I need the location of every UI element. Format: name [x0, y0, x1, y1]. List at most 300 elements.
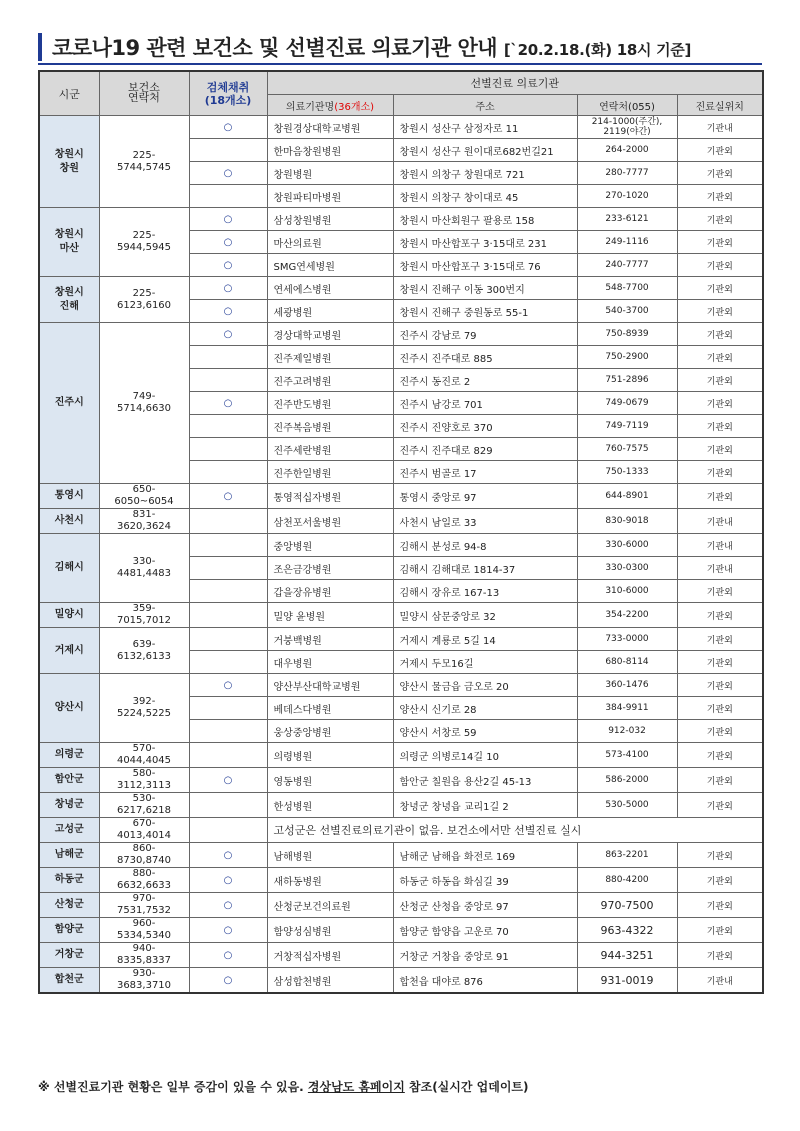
test-available-mark: ○: [223, 974, 233, 986]
health-center-contact-1: 580-: [132, 768, 156, 779]
facility-address: 밀양시 삼문중앙로 32: [393, 603, 577, 628]
facility-contact: 750-8939: [577, 323, 677, 346]
test-available-mark: ○: [223, 328, 233, 340]
health-center-contact-1: 831-: [132, 509, 156, 520]
facility-contact: 863-2201: [577, 843, 677, 868]
facility-address: 거제시 계룡로 5길 14: [393, 628, 577, 651]
facility-location: 기관외: [677, 254, 763, 277]
facility-address: 하동군 하동읍 화심길 39: [393, 868, 577, 893]
test-cell: [189, 346, 267, 369]
facility-name: 창원파티마병원: [267, 185, 393, 208]
facility-contact: 573-4100: [577, 743, 677, 768]
table-row: [39, 868, 763, 893]
facility-contact: 749-7119: [577, 415, 677, 438]
facility-address: 진주시 진주대로 829: [393, 438, 577, 461]
header-sigun: 시군: [39, 71, 99, 116]
facility-address: 의령군 의병로14길 10: [393, 743, 577, 768]
region-name-1: 창원시: [54, 286, 84, 298]
facility-location: 기관외: [677, 843, 763, 868]
health-center-contact-1: 225-: [132, 287, 156, 299]
test-cell: [189, 369, 267, 392]
health-center-contact: [99, 484, 189, 509]
facility-contact: 240-7777: [577, 254, 677, 277]
clinic-table: [38, 70, 764, 994]
health-center-contact-2: 4481,4483: [116, 568, 172, 579]
health-center-contact-1: 930-: [132, 968, 156, 979]
facility-location: 기관외: [677, 768, 763, 793]
header-health-center: [99, 71, 189, 116]
facility-location: 기관외: [677, 162, 763, 185]
facility-contact: 280-7777: [577, 162, 677, 185]
health-center-contact-2: 6217,6218: [116, 805, 172, 816]
region-name: [39, 743, 99, 768]
facility-address: 김해시 김해대로 1814-37: [393, 557, 577, 580]
facility-contact-2: 2119(야간): [603, 127, 651, 137]
health-center-contact-1: 530-: [132, 793, 156, 804]
footer-note: [38, 1078, 528, 1095]
facility-location: 기관외: [677, 369, 763, 392]
test-cell: [189, 628, 267, 651]
facility-name: 진주반도병원: [267, 392, 393, 415]
test-cell: [189, 697, 267, 720]
health-center-contact-1: 880-: [132, 868, 156, 879]
region-name: [39, 277, 99, 323]
facility-name: 의령병원: [267, 743, 393, 768]
table-row: [39, 968, 763, 994]
health-center-contact-2: 8730,8740: [116, 855, 172, 866]
region-name-1: 통영시: [54, 490, 84, 501]
facility-name: 웅상중앙병원: [267, 720, 393, 743]
health-center-contact-2: 5744,5745: [116, 161, 172, 173]
facility-location: 기관외: [677, 323, 763, 346]
facility-contact-1: 214-1000(주간),: [591, 117, 663, 127]
health-center-contact: [99, 277, 189, 323]
table-row: [39, 484, 763, 509]
facility-name: 창원경상대학교병원: [267, 116, 393, 139]
region-name-1: 사천시: [54, 515, 84, 526]
facility-address: 창원시 마산합포구 3·15대로 231: [393, 231, 577, 254]
facility-name: 중앙병원: [267, 534, 393, 557]
region-name-1: 김해시: [54, 562, 84, 573]
table-row: [39, 116, 763, 139]
facility-contact: 751-2896: [577, 369, 677, 392]
test-cell: [189, 116, 267, 139]
health-center-contact: [99, 818, 189, 843]
test-available-mark: ○: [223, 774, 233, 786]
region-name: [39, 793, 99, 818]
facility-location: 기관외: [677, 697, 763, 720]
facility-contact: 749-0679: [577, 392, 677, 415]
facility-name: 영동병원: [267, 768, 393, 793]
region-name-1: 함안군: [54, 774, 84, 785]
region-name-2: 마산: [59, 243, 79, 254]
facility-location: 기관외: [677, 346, 763, 369]
region-name-1: 창녕군: [54, 799, 84, 810]
facility-address: 진주시 진양호로 370: [393, 415, 577, 438]
test-cell: [189, 415, 267, 438]
facility-contact: 586-2000: [577, 768, 677, 793]
facility-location: 기관외: [677, 918, 763, 943]
facility-location: 기관외: [677, 461, 763, 484]
health-center-contact-1: 570-: [132, 743, 156, 754]
facility-location: 기관외: [677, 139, 763, 162]
region-name: [39, 628, 99, 674]
test-available-mark: ○: [223, 924, 233, 936]
test-cell: [189, 818, 267, 843]
region-name-1: 창원시: [54, 148, 84, 160]
facility-contact: 931-0019: [577, 968, 677, 994]
footer-link[interactable]: 경상남도 홈페이지: [307, 1080, 405, 1094]
facility-name: 진주제일병원: [267, 346, 393, 369]
region-name: [39, 918, 99, 943]
header-test: [189, 71, 267, 116]
health-center-contact: [99, 534, 189, 603]
facility-address: 진주시 강남로 79: [393, 323, 577, 346]
table-row: [39, 743, 763, 768]
page-title: [52, 32, 691, 62]
test-cell: [189, 139, 267, 162]
header-facility-count: (36개소): [334, 101, 375, 113]
test-available-mark: ○: [223, 899, 233, 911]
region-name-1: 함양군: [54, 924, 84, 935]
test-cell: [189, 918, 267, 943]
test-cell: [189, 743, 267, 768]
header-location: 진료실위치: [677, 95, 763, 116]
facility-location: 기관외: [677, 893, 763, 918]
facility-address: 남해군 남해읍 화전로 169: [393, 843, 577, 868]
region-name-1: 합천군: [54, 974, 84, 985]
test-cell: [189, 277, 267, 300]
health-center-contact-2: 3620,3624: [116, 521, 172, 532]
facility-contact: 750-1333: [577, 461, 677, 484]
test-available-mark: ○: [223, 213, 233, 225]
facility-address: 창원시 마산합포구 3·15대로 76: [393, 254, 577, 277]
health-center-contact-2: 6123,6160: [116, 299, 172, 311]
facility-name: 삼천포서울병원: [267, 509, 393, 534]
health-center-contact-1: 225-: [132, 230, 156, 241]
health-center-contact: [99, 868, 189, 893]
health-center-contact: [99, 918, 189, 943]
test-cell: [189, 484, 267, 509]
health-center-contact: [99, 843, 189, 868]
facility-name: 연세에스병원: [267, 277, 393, 300]
test-cell: [189, 323, 267, 346]
region-name-1: 남해군: [54, 849, 84, 860]
facility-location: 기관외: [677, 868, 763, 893]
table-row: [39, 918, 763, 943]
facility-name: SMG연세병원: [267, 254, 393, 277]
health-center-contact-1: 639-: [132, 638, 156, 650]
header-address: 주소: [393, 95, 577, 116]
facility-address: 함안군 칠원읍 용산2길 45-13: [393, 768, 577, 793]
facility-address: 진주시 범골로 17: [393, 461, 577, 484]
facility-contact: 360-1476: [577, 674, 677, 697]
header-health-center-2: 연락처: [128, 91, 160, 104]
facility-name: 새하동병원: [267, 868, 393, 893]
health-center-contact-1: 650-: [132, 484, 156, 495]
test-available-mark: ○: [223, 874, 233, 886]
health-center-contact-1: 960-: [132, 918, 156, 929]
facility-contact: 354-2200: [577, 603, 677, 628]
facility-location: 기관외: [677, 580, 763, 603]
facility-name: 조은금강병원: [267, 557, 393, 580]
facility-contact: 733-0000: [577, 628, 677, 651]
facility-address: 김해시 장유로 167-13: [393, 580, 577, 603]
header-contact: 연락처(055): [577, 95, 677, 116]
region-name: [39, 116, 99, 208]
health-center-contact-2: 4044,4045: [116, 755, 172, 766]
facility-address: 사천시 남일로 33: [393, 509, 577, 534]
facility-name: 진주한일병원: [267, 461, 393, 484]
health-center-contact: [99, 603, 189, 628]
facility-contact: 310-6000: [577, 580, 677, 603]
facility-name: 삼성합천병원: [267, 968, 393, 994]
region-name: [39, 323, 99, 484]
facility-location: 기관내: [677, 534, 763, 557]
test-cell: [189, 461, 267, 484]
facility-name: 세광병원: [267, 300, 393, 323]
test-available-mark: ○: [223, 849, 233, 861]
test-available-mark: ○: [223, 949, 233, 961]
test-cell: [189, 509, 267, 534]
region-name-1: 양산시: [54, 702, 84, 713]
facility-address: 양산시 물금읍 금오로 20: [393, 674, 577, 697]
facility-location: 기관외: [677, 438, 763, 461]
table-row: [39, 208, 763, 231]
facility-address: 창원시 진해구 이동 300번지: [393, 277, 577, 300]
facility-contact: 384-9911: [577, 697, 677, 720]
table-row: [39, 323, 763, 346]
facility-location: 기관외: [677, 300, 763, 323]
test-available-mark: ○: [223, 259, 233, 271]
test-available-mark: ○: [223, 490, 233, 502]
health-center-contact: [99, 943, 189, 968]
region-name: [39, 818, 99, 843]
region-name: [39, 893, 99, 918]
health-center-contact-1: 359-: [132, 603, 156, 614]
table-row: [39, 628, 763, 651]
header-test-2: (18개소): [204, 93, 252, 107]
region-name: [39, 509, 99, 534]
health-center-contact-1: 392-: [132, 696, 156, 707]
facility-address: 창원시 의창구 창원대로 721: [393, 162, 577, 185]
facility-contact: 750-2900: [577, 346, 677, 369]
test-cell: [189, 580, 267, 603]
health-center-contact-2: 5944,5945: [116, 242, 172, 253]
facility-name: 밀양 윤병원: [267, 603, 393, 628]
region-name-1: 고성군: [54, 824, 84, 835]
health-center-contact: [99, 628, 189, 674]
header-health-center-1: 보건소: [128, 81, 160, 94]
health-center-contact: [99, 743, 189, 768]
test-cell: [189, 943, 267, 968]
health-center-contact-2: 3112,3113: [116, 780, 172, 791]
facility-name: 양산부산대학교병원: [267, 674, 393, 697]
header-test-1: 검체채취: [206, 80, 250, 94]
facility-location: 기관외: [677, 208, 763, 231]
test-cell: [189, 768, 267, 793]
facility-name: 산청군보건의료원: [267, 893, 393, 918]
health-center-contact: [99, 674, 189, 743]
health-center-contact-1: 970-: [132, 893, 156, 904]
health-center-contact-1: 860-: [132, 843, 156, 854]
facility-location: 기관외: [677, 651, 763, 674]
test-available-mark: ○: [223, 121, 233, 133]
facility-address: 김해시 분성로 94-8: [393, 534, 577, 557]
facility-name: 진주복음병원: [267, 415, 393, 438]
test-cell: [189, 868, 267, 893]
region-name-1: 밀양시: [54, 609, 84, 620]
region-name: [39, 843, 99, 868]
table-row: [39, 843, 763, 868]
facility-address: 창원시 진해구 중원동로 55-1: [393, 300, 577, 323]
facility-contact: 270-1020: [577, 185, 677, 208]
health-center-contact-2: 5334,5340: [116, 930, 172, 941]
table-body: [39, 116, 763, 994]
region-name-1: 거창군: [54, 949, 84, 960]
facility-location: 기관외: [677, 793, 763, 818]
facility-address: 양산시 서창로 59: [393, 720, 577, 743]
facility-address: 통영시 중앙로 97: [393, 484, 577, 509]
facility-contact: 970-7500: [577, 893, 677, 918]
title-underline: [38, 63, 762, 65]
test-available-mark: ○: [223, 236, 233, 248]
header-facility-name: [267, 95, 393, 116]
test-cell: [189, 231, 267, 254]
facility-location: 기관외: [677, 603, 763, 628]
facility-location: 기관내: [677, 557, 763, 580]
test-cell: [189, 843, 267, 868]
health-center-contact: [99, 323, 189, 484]
region-name: [39, 968, 99, 994]
health-center-contact: [99, 768, 189, 793]
facility-name: 경상대학교병원: [267, 323, 393, 346]
health-center-contact-2: 4013,4014: [116, 830, 172, 841]
facility-address: 거제시 두모16길: [393, 651, 577, 674]
region-notice: 고성군은 선별진료의료기관이 없음. 보건소에서만 선별진료 실시: [267, 818, 763, 843]
health-center-contact-2: 7015,7012: [116, 615, 172, 626]
facility-address: 거창군 거창읍 중앙로 91: [393, 943, 577, 968]
facility-address: 창원시 의창구 창이대로 45: [393, 185, 577, 208]
region-name: [39, 534, 99, 603]
facility-address: 산청군 산청읍 중앙로 97: [393, 893, 577, 918]
facility-name: 한성병원: [267, 793, 393, 818]
facility-contact: [577, 116, 677, 139]
test-cell: [189, 438, 267, 461]
table-row: [39, 768, 763, 793]
health-center-contact: [99, 793, 189, 818]
test-cell: [189, 651, 267, 674]
facility-name: 진주고려병원: [267, 369, 393, 392]
facility-address: 창원시 성산구 원이대로682번길21: [393, 139, 577, 162]
test-cell: [189, 720, 267, 743]
facility-name: 삼성창원병원: [267, 208, 393, 231]
facility-contact: 830-9018: [577, 509, 677, 534]
health-center-contact-2: 6632,6633: [116, 880, 172, 891]
title-area: [38, 30, 762, 64]
test-cell: [189, 208, 267, 231]
test-available-mark: ○: [223, 167, 233, 179]
health-center-contact-2: 3683,3710: [116, 980, 172, 991]
facility-location: 기관외: [677, 720, 763, 743]
facility-contact: 912-032: [577, 720, 677, 743]
title-accent-bar: [38, 33, 42, 61]
table-row: [39, 674, 763, 697]
facility-name: 창원병원: [267, 162, 393, 185]
test-cell: [189, 557, 267, 580]
health-center-contact: [99, 116, 189, 208]
facility-address: 창녕군 창녕읍 교리1길 2: [393, 793, 577, 818]
facility-name: 한마음창원병원: [267, 139, 393, 162]
facility-location: 기관외: [677, 392, 763, 415]
facility-contact: 644-8901: [577, 484, 677, 509]
facility-address: 합천읍 대야로 876: [393, 968, 577, 994]
test-cell: [189, 674, 267, 697]
facility-address: 진주시 남강로 701: [393, 392, 577, 415]
region-name-1: 산청군: [54, 899, 84, 910]
table-row: [39, 943, 763, 968]
region-name-1: 진주시: [54, 397, 84, 408]
region-name: [39, 868, 99, 893]
facility-location: 기관내: [677, 968, 763, 994]
facility-contact: 963-4322: [577, 918, 677, 943]
table-row: [39, 534, 763, 557]
health-center-contact: [99, 968, 189, 994]
health-center-contact: [99, 509, 189, 534]
table-row: [39, 818, 763, 843]
facility-location: 기관외: [677, 185, 763, 208]
test-available-mark: ○: [223, 679, 233, 691]
facility-address: 진주시 동진로 2: [393, 369, 577, 392]
region-name: [39, 603, 99, 628]
facility-contact: 330-0300: [577, 557, 677, 580]
test-cell: [189, 162, 267, 185]
health-center-contact-2: 7531,7532: [116, 905, 172, 916]
table-row: [39, 793, 763, 818]
region-name-2: 창원: [59, 162, 79, 174]
table-row: [39, 603, 763, 628]
title-main: 코로나19 관련 보건소 및 선별진료 의료기관 안내: [52, 36, 498, 60]
footer-suffix: 참조(실시간 업데이트): [404, 1080, 529, 1094]
region-name: [39, 674, 99, 743]
test-available-mark: ○: [223, 397, 233, 409]
health-center-contact: [99, 208, 189, 277]
facility-location: 기관외: [677, 484, 763, 509]
facility-location: 기관외: [677, 415, 763, 438]
facility-contact: 233-6121: [577, 208, 677, 231]
facility-contact: 330-6000: [577, 534, 677, 557]
facility-location: 기관내: [677, 116, 763, 139]
facility-address: 함양군 함양읍 고운로 70: [393, 918, 577, 943]
test-available-mark: ○: [223, 282, 233, 294]
facility-location: 기관외: [677, 743, 763, 768]
facility-name: 베데스다병원: [267, 697, 393, 720]
facility-name: 마산의료원: [267, 231, 393, 254]
health-center-contact-2: 6132,6133: [116, 650, 172, 662]
facility-contact: 680-8114: [577, 651, 677, 674]
facility-contact: 760-7575: [577, 438, 677, 461]
test-available-mark: ○: [223, 305, 233, 317]
facility-name: 갑을장유병원: [267, 580, 393, 603]
health-center-contact-1: 749-: [132, 391, 156, 402]
table-row: [39, 509, 763, 534]
facility-name: 통영적십자병원: [267, 484, 393, 509]
facility-contact: 249-1116: [577, 231, 677, 254]
facility-address: 양산시 신기로 28: [393, 697, 577, 720]
health-center-contact-2: 5224,5225: [116, 708, 172, 719]
facility-name: 거붕백병원: [267, 628, 393, 651]
region-name-1: 의령군: [54, 749, 84, 760]
